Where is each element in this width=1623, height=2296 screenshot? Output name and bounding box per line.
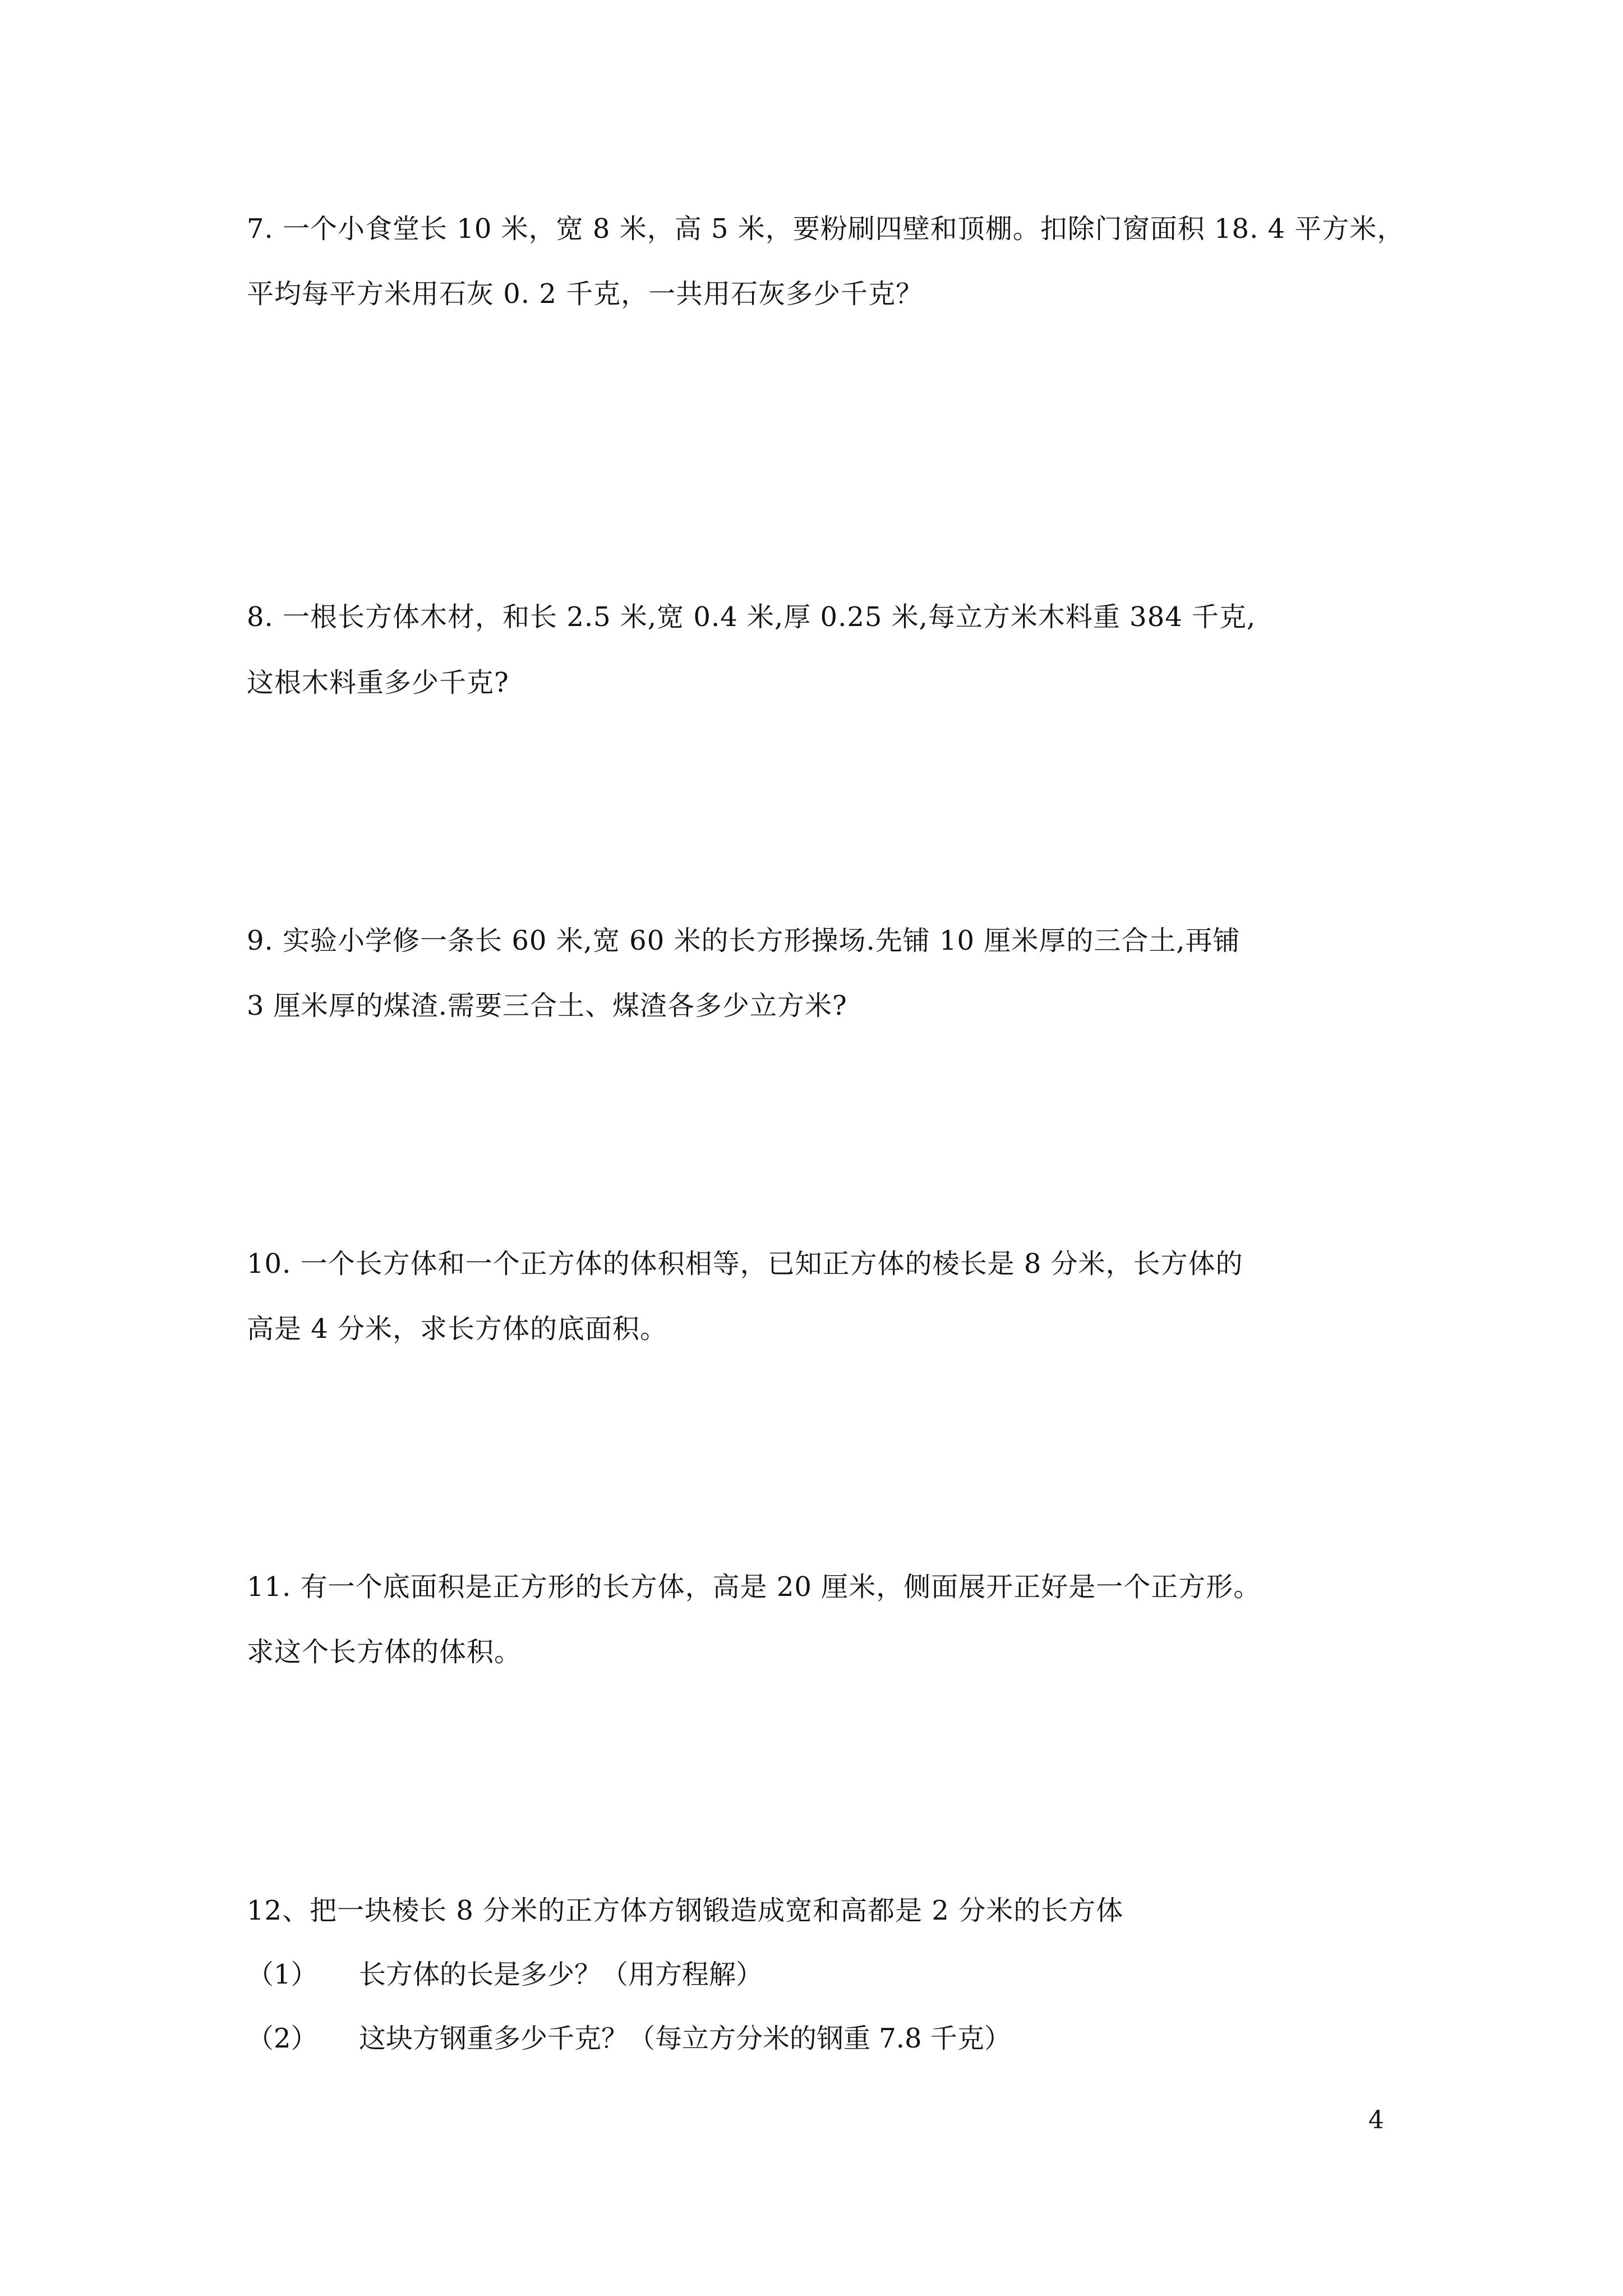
question-12-line-1: 12、把一块棱长 8 分米的正方体方钢锻造成宽和高都是 2 分米的长方体 xyxy=(247,1895,1124,1926)
question-11-line-2: 求这个长方体的体积。 xyxy=(247,1636,522,1668)
question-7-line-2: 平均每平方米用石灰 0. 2 千克，一共用石灰多少千克？ xyxy=(247,278,924,310)
question-10-line-2: 高是 4 分米，求长方体的底面积。 xyxy=(247,1313,668,1345)
question-8-line-2: 这根木料重多少千克? xyxy=(247,667,509,698)
question-12-sub-2 xyxy=(247,2022,1011,2055)
question-7-line-1: 7. 一个小食堂长 10 米，宽 8 米，高 5 米，要粉刷四壁和顶棚。扣除门窗面积 18. 4 平方米， xyxy=(247,213,1405,245)
question-9-line-2: 3 厘米厚的煤渣.需要三合土、煤渣各多少立方米? xyxy=(247,990,847,1022)
sub-label: （1） xyxy=(247,1959,318,1990)
sub-text: 长方体的长是多少？（用方程解） xyxy=(359,1959,763,1990)
sub-label: （2） xyxy=(247,2023,318,2054)
question-8-line-1: 8. 一根长方体木材，和长 2.5 米,宽 0.4 米,厚 0.25 米,每立方米木料重 384 千克, xyxy=(247,601,1256,633)
question-10-line-1: 10. 一个长方体和一个正方体的体积相等，已知正方体的棱长是 8 分米，长方体的 xyxy=(247,1248,1243,1280)
question-9-line-1: 9. 实验小学修一条长 60 米,宽 60 米的长方形操场.先铺 10 厘米厚的三合土,再铺 xyxy=(247,925,1241,956)
question-11-line-1: 11. 有一个底面积是正方形的长方体，高是 20 厘米，侧面展开正好是一个正方形。 xyxy=(247,1571,1261,1603)
sub-text: 这块方钢重多少千克？（每立方分米的钢重 7.8 千克） xyxy=(359,2023,1011,2054)
question-12-sub-1 xyxy=(247,1958,763,1991)
page-number: 4 xyxy=(1368,2106,1384,2134)
